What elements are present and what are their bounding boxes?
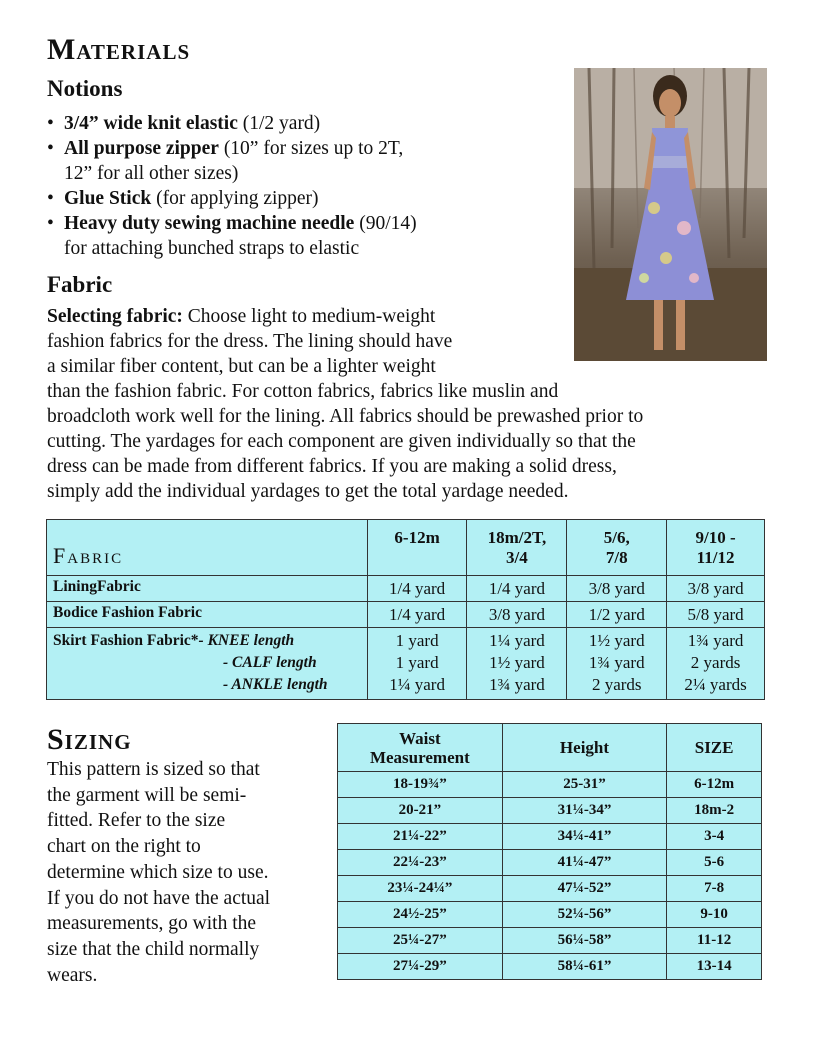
table-cell: 1/4 yard [467,576,567,602]
column-header: 9/10 - 11/12 [667,520,765,576]
table-row [338,824,762,850]
table-cell: 25-31” [502,772,667,798]
table-cell: 21¼-22” [338,824,503,850]
row-label: Bodice Fashion Fabric [47,602,368,628]
column-header: 6-12m [367,520,467,576]
column-header: 5/6, 7/8 [567,520,667,576]
table-cell: 1/4 yard [367,602,467,628]
table-cell: 7-8 [667,876,762,902]
table-cell: 9-10 [667,902,762,928]
table-cell: 5-6 [667,850,762,876]
column-header: 18m/2T, 3/4 [467,520,567,576]
fabric-description: Selecting fabric: Choose light to medium-weight fashion fabrics for the dress. The lining should have a similar fiber content, but can be a lighter weight than the fashion fabric. For cotton fabrics, fabrics like muslin and broadcloth work well for the lining. All fabrics should be prewashed prior to cutting. The yardages for each component are given individually so that the dress can be made from different fabrics. If you are making a solid dress, simply add the individual yardages to get the total yardage needed. [47,306,644,502]
table-cell: 18-19¾” [338,772,503,798]
fabric-header-label: Fabric [47,520,368,576]
table-cell: 34¼-41” [502,824,667,850]
table-cell: 11-12 [667,928,762,954]
table-cell: 31¼-34” [502,798,667,824]
table-cell: 13-14 [667,954,762,980]
table-cell: 1/2 yard [567,602,667,628]
sizing-description: This pattern is sized so that the garment will be semi- fitted. Refer to the size chart on the right to determine which size to use. If you do not have the actual measurements, go with the size that the child normally wears. [47,759,271,986]
sizing-title: Sizing [47,723,132,756]
table-cell: 23¼-24¼” [338,876,503,902]
table-cell: 22¼-23” [338,850,503,876]
notions-heading: Notions [47,76,123,101]
table-cell: 1 yard 1 yard 1¼ yard [367,628,467,700]
list-item: • Glue Stick (for applying zipper) [47,186,567,211]
list-item: • All purpose zipper (10” for sizes up to 2T, 12” for all other sizes) [47,136,567,186]
table-cell: 25¼-27” [338,928,503,954]
table-cell: 56¼-58” [502,928,667,954]
table-row [338,902,762,928]
row-label: LiningFabric [47,576,368,602]
table-cell: 3/8 yard [467,602,567,628]
row-label: Skirt Fashion Fabric* - KNEE length - CALF length - ANKLE length [47,628,368,700]
column-header: Waist Measurement [338,724,503,772]
column-header: SIZE [667,724,762,772]
table-cell: 52¼-56” [502,902,667,928]
table-cell: 3-4 [667,824,762,850]
table-cell: 20-21” [338,798,503,824]
column-header: Height [502,724,667,772]
table-row [338,876,762,902]
materials-title: Materials [47,33,191,66]
table-cell: 41¼-47” [502,850,667,876]
table-cell: 18m-2 [667,798,762,824]
fabric-yardage-table [46,519,765,700]
table-row [47,576,765,602]
table-cell: 5/8 yard [667,602,765,628]
table-cell: 1½ yard 1¾ yard 2 yards [567,628,667,700]
table-cell: 3/8 yard [567,576,667,602]
notions-list [47,111,567,261]
table-cell: 3/8 yard [667,576,765,602]
table-row [338,954,762,980]
table-row [47,602,765,628]
table-row [338,928,762,954]
table-cell: 1/4 yard [367,576,467,602]
table-row [338,798,762,824]
table-row [338,772,762,798]
list-item: • Heavy duty sewing machine needle (90/14) for attaching bunched straps to elastic [47,211,567,261]
table-cell: 27¼-29” [338,954,503,980]
table-cell: 24½-25” [338,902,503,928]
table-row [338,850,762,876]
table-cell: 6-12m [667,772,762,798]
fabric-heading: Fabric [47,272,113,297]
table-cell: 47¼-52” [502,876,667,902]
list-item: • 3/4” wide knit elastic (1/2 yard) [47,111,567,136]
table-cell: 1¼ yard 1½ yard 1¾ yard [467,628,567,700]
table-cell: 58¼-61” [502,954,667,980]
size-chart-table [337,723,762,980]
table-row [47,628,765,700]
table-cell: 1¾ yard 2 yards 2¼ yards [667,628,765,700]
